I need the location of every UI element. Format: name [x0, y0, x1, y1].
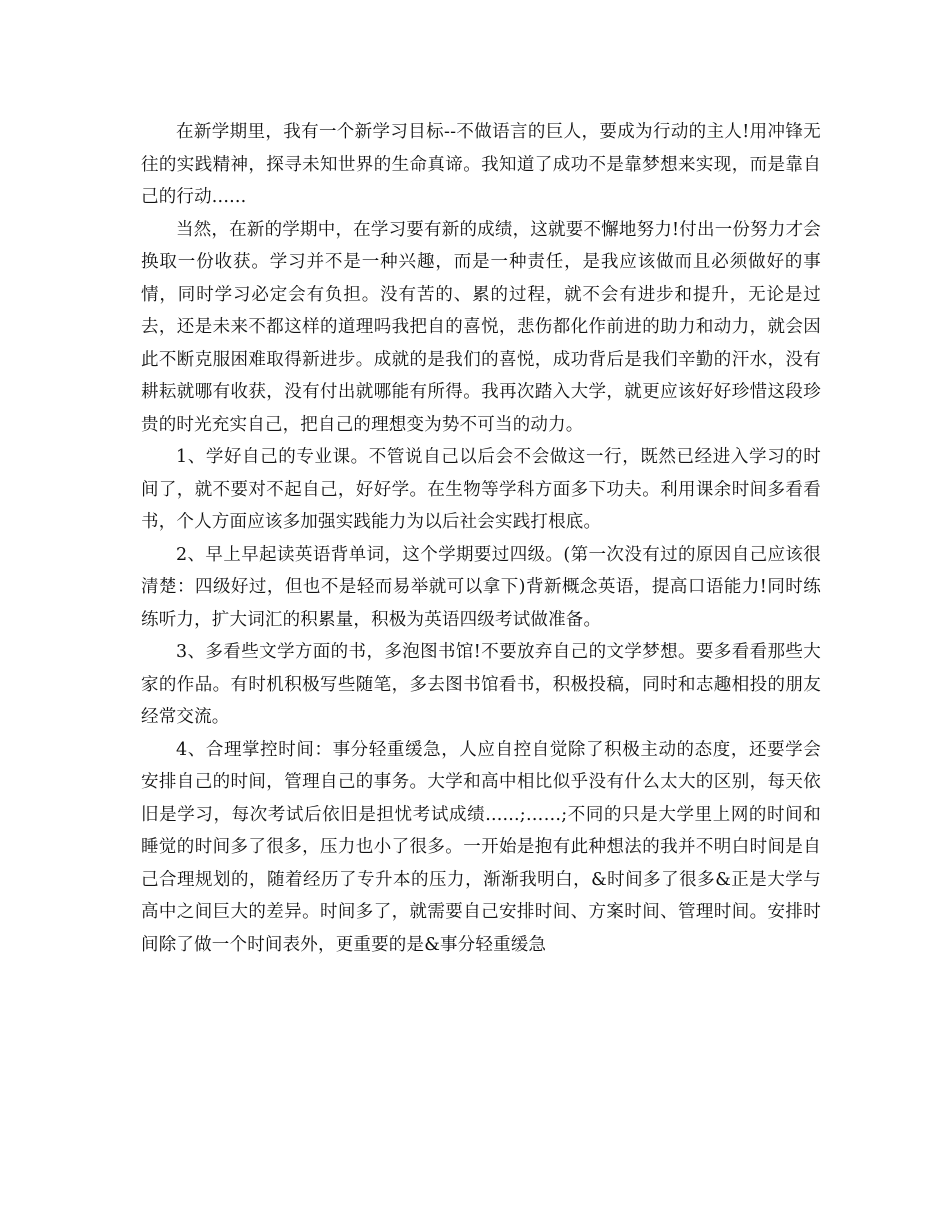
paragraph-effort: 当然，在新的学期中，在学习要有新的成绩，这就要不懈地努力!付出一份努力才会换取一份收获。学习并不是一种兴趣，而是一种责任，是我应该做而且必须做好的事情，同时学习必定会有负担。没有苦的、累的过程，就不会有进步和提升，无论是过去，还是未来不都这样的道理吗我把自的喜悦，悲伤都化作前进的助力和动力，就会因此不断克服困难取得新进步。成就的是我们的喜悦，成功背后是我们辛勤的汗水，没有耕耘就哪有收获，没有付出就哪能有所得。我再次踏入大学，就更应该好好珍惜这段珍贵的时光充实自己，把自己的理想变为势不可当的动力。: [141, 219, 821, 435]
document-body: [141, 116, 821, 961]
paragraph-item-4: 4、合理掌控时间：事分轻重缓急，人应自控自觉除了积极主动的态度，还要学会安排自己的时间，管理自己的事务。大学和高中相比似乎没有什么太大的区别，每天依旧是学习，每次考试后依旧是担忧考试成绩......;……;不同的只是大学里上网的时间和睡觉的时间多了很多，压力也小了很多。一开始是抱有此种想法的我并不明白时间是自己合理规划的，随着经历了专升本的压力，渐渐我明白，&时间多了很多&正是大学与高中之间巨大的差异。时间多了，就需要自己安排时间、方案时间、管理时间。安排时间除了做一个时间表外，更重要的是&事分轻重缓急: [141, 739, 821, 955]
paragraph-item-1: 1、学好自己的专业课。不管说自己以后会不会做这一行，既然已经进入学习的时间了，就不要对不起自己，好好学。在生物等学科方面多下功夫。利用课余时间多看看书，个人方面应该多加强实践能力为以后社会实践打根底。: [141, 447, 821, 532]
paragraph-intro: 在新学期里，我有一个新学习目标--不做语言的巨人，要成为行动的主人!用冲锋无往的实践精神，探寻未知世界的生命真谛。我知道了成功不是靠梦想来实现，而是靠自己的行动......: [141, 122, 821, 207]
paragraph-item-2: 2、早上早起读英语背单词，这个学期要过四级。(第一次没有过的原因自己应该很清楚：四级好过，但也不是轻而易举就可以拿下)背新概念英语，提高口语能力!同时练练听力，扩大词汇的积累量，积极为英语四级考试做准备。: [141, 544, 821, 630]
paragraph-item-3: 3、多看些文学方面的书，多泡图书馆!不要放弃自己的文学梦想。要多看看那些大家的作品。有时机积极写些随笔，多去图书馆看书，积极投稿，同时和志趣相投的朋友经常交流。: [141, 642, 821, 727]
